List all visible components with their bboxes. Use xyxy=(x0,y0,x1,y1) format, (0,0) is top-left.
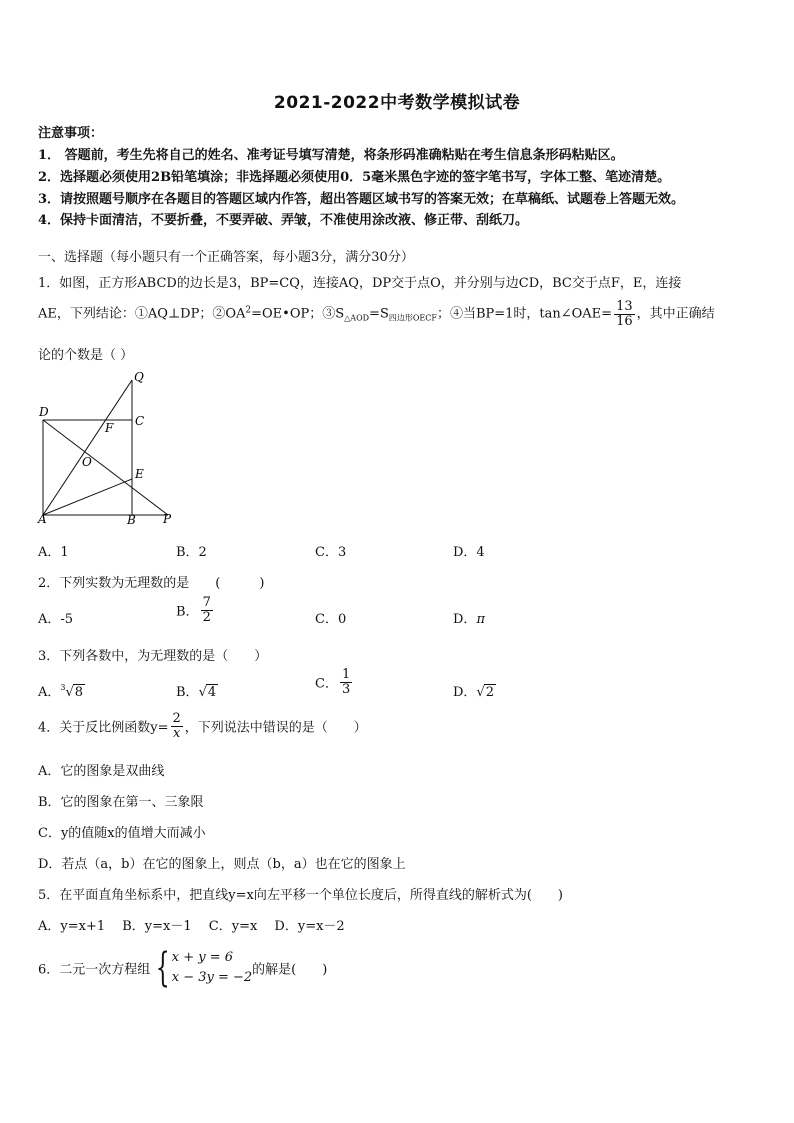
label-D: D xyxy=(39,405,49,419)
notice-item: 2．选择题必须使用2B铅笔填涂；非选择题必须使用0．5毫米黑色字迹的签字笔书写，字体工整、笔迹清楚。 xyxy=(38,170,671,185)
label-F: F xyxy=(105,421,114,435)
q5-options: A．y=x+1 B．y=x－1 C．y=x D．y=x－2 xyxy=(38,919,345,934)
label-E: E xyxy=(135,467,144,481)
q2-option-b: B． $\frac{7}{2}$ xyxy=(176,595,211,625)
q4-option-c: C．y的值随x的值增大而减小 xyxy=(38,826,206,841)
q1-stem-line1: 1．如图，正方形ABCD的边长是3，BP=CQ，连接AQ，DP交于点O，并分别与边CD，BC交于点F，E，连接 xyxy=(38,276,682,291)
fraction: $\frac{7}{2}$ xyxy=(202,595,211,625)
label-A: A xyxy=(38,512,47,526)
q4-option-a: A．它的图象是双曲线 xyxy=(38,764,165,779)
q2-option-c: C．0 xyxy=(315,612,347,627)
notice-item: 4．保持卡面清洁，不要折叠，不要弄破、弄皱，不准使用涂改液、修正带、刮纸刀。 xyxy=(38,213,529,228)
page-title: 2021-2022中考数学模拟试卷 xyxy=(273,93,521,113)
q1-stem-line3: 论的个数是（ ） xyxy=(38,348,134,363)
q4-option-b: B．它的图象在第一、三象限 xyxy=(38,795,204,810)
notice-item: 3．请按照题号顺序在各题目的答题区域内作答，超出答题区域书写的答案无效；在草稿纸、试题卷上答题无效。 xyxy=(38,192,685,207)
q3-option-d: D．√2 xyxy=(453,685,495,700)
label-P: P xyxy=(163,512,172,526)
notice-heading: 注意事项： xyxy=(38,126,104,141)
q3-option-c: C． $\frac{1}{3}$ xyxy=(315,667,351,697)
fraction: $\frac{13}{16}$ xyxy=(616,299,633,329)
section-heading: 一、选择题（每小题只有一个正确答案，每小题3分，满分30分） xyxy=(38,250,414,265)
q1-option-d: D．4 xyxy=(453,545,485,560)
q2-stem: 2．下列实数为无理数的是 ( ) xyxy=(38,576,265,591)
q3-option-a: A．$^3$√8 xyxy=(38,683,84,700)
q1-option-c: C．3 xyxy=(315,545,347,560)
fraction: $\frac{2}{x}$ xyxy=(172,711,181,741)
fraction: $\frac{1}{3}$ xyxy=(341,667,351,697)
q2-option-d: D．π xyxy=(453,612,485,627)
q1-option-b: B．2 xyxy=(176,545,207,560)
label-O: O xyxy=(82,455,92,469)
q5-stem: 5．在平面直角坐标系中，把直线y=x向左平移一个单位长度后，所得直线的解析式为( ) xyxy=(38,888,563,903)
q4-option-d: D．若点（a，b）在它的图象上，则点（b，a）也在它的图象上 xyxy=(38,857,406,872)
label-Q: Q xyxy=(134,370,144,384)
notice-item: 1． 答题前，考生先将自己的姓名、准考证号填写清楚，将条形码准确粘贴在考生信息条形码粘贴区。 xyxy=(38,148,624,163)
label-B: B xyxy=(127,513,136,527)
q3-option-b: B．√4 xyxy=(176,685,217,700)
q6-stem: 6．二元一次方程组 { x + y = 6 x − 3y = −2 的解是( ) xyxy=(38,945,328,991)
q1-stem-line2: AE，下列结论：①AQ⊥DP；$②OA^2=OE•OP$；$③S_{\triangle AOD}=S_{四边形OECF}$；④当BP=1时，tan∠OAE= $\frac{13}{16}$ ，其中正确结 xyxy=(38,299,715,329)
q3-stem: 3．下列各数中，为无理数的是（ ） xyxy=(38,649,268,664)
label-C: C xyxy=(135,414,145,428)
q2-option-a: A．-5 xyxy=(38,612,74,627)
equation-system: x + y = 6 x − 3y = −2 xyxy=(171,950,253,985)
q1-geometry-figure xyxy=(32,366,182,528)
q4-stem: 4．关于反比例函数y= $\frac{2}{x}$ ，下列说法中错误的是（ ） xyxy=(38,711,367,741)
q1-option-a: A．1 xyxy=(38,545,69,560)
